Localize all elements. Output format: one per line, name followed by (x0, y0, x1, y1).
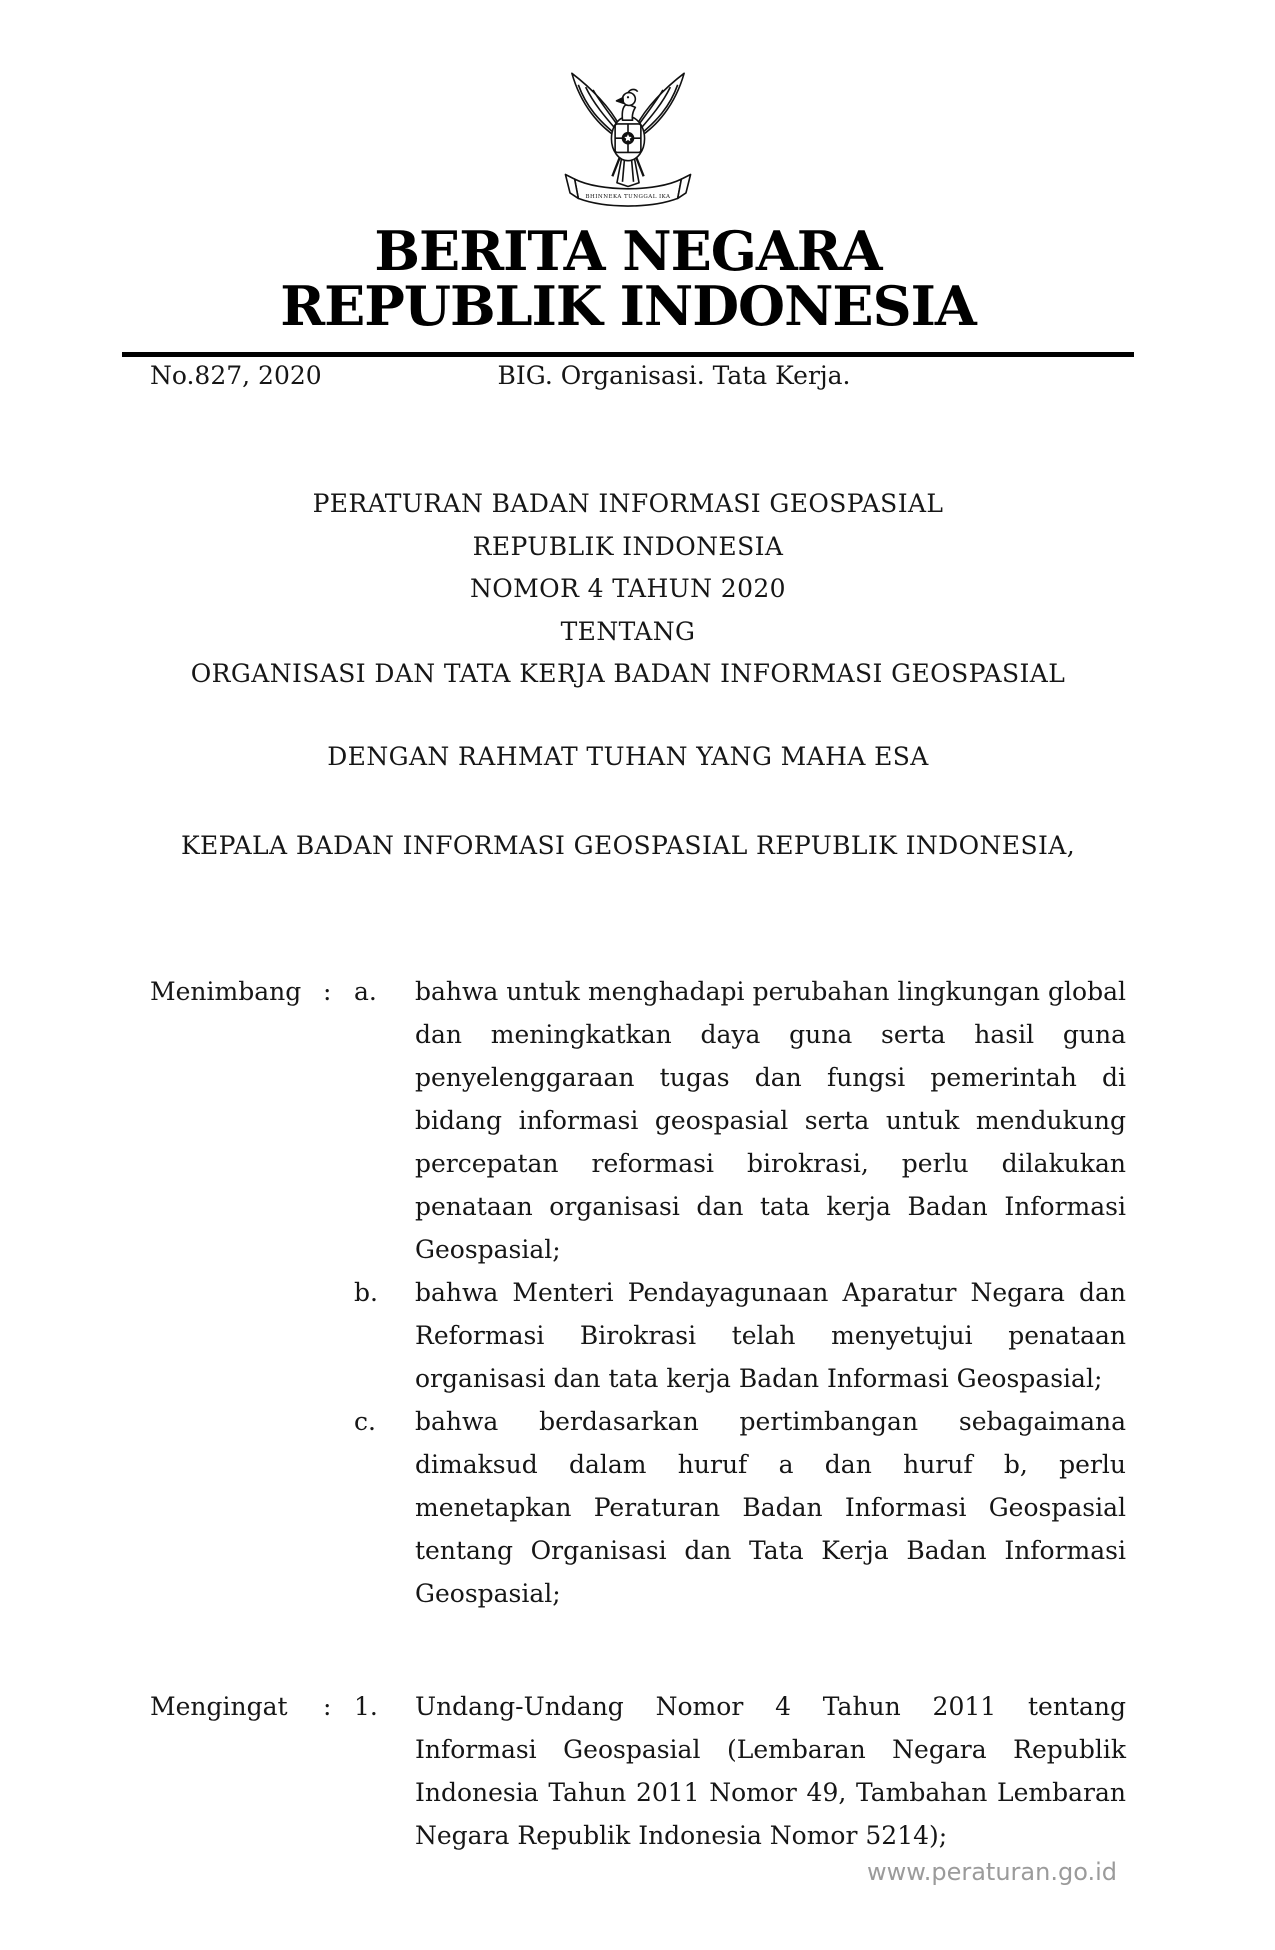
regulation-title-line2: REPUBLIK INDONESIA (472, 531, 784, 561)
item-text-b: bahwa Menteri Pendayagunaan Aparatur Negara dan Reformasi Birokrasi telah menyetujui penataan organisasi dan tata kerja Badan Informasi Geospasial; (415, 1278, 1126, 1393)
emblem-motto-text: BHINNEKA TUNGGAL IKA (585, 193, 671, 200)
menimbang-section (150, 970, 1126, 1615)
item-marker-1: 1. (354, 1692, 378, 1721)
gazette-title-line2: REPUBLIK INDONESIA (280, 274, 976, 338)
emblem-container (122, 64, 1134, 220)
section-label-menimbang: Menimbang (150, 977, 302, 1006)
garuda-pancasila-emblem-icon (559, 64, 697, 216)
gazette-title-line1: BERITA NEGARA (374, 219, 882, 283)
regulation-title-block (122, 483, 1134, 696)
masthead-rule (122, 352, 1134, 357)
section-label-mengingat: Mengingat (150, 1692, 288, 1721)
regulation-body (150, 970, 1126, 1857)
spacer (150, 1400, 323, 1615)
section-colon: : (323, 977, 332, 1006)
gazette-number: No.827, 2020 (150, 361, 322, 390)
mengingat-section (150, 1685, 1126, 1857)
gazette-subrow (122, 360, 1134, 394)
regulation-title-line3: NOMOR 4 TAHUN 2020 (470, 574, 786, 603)
regulation-title-line1: PERATURAN BADAN INFORMASI GEOSPASIAL (312, 489, 944, 518)
invocation-line: DENGAN RAHMAT TUHAN YANG MAHA ESA (327, 742, 929, 771)
item-marker-c: c. (354, 1407, 376, 1436)
spacer (150, 1271, 323, 1400)
item-text-c: bahwa berdasarkan pertimbangan sebagaimana dimaksud dalam huruf a dan huruf b, perlu menetapkan Peraturan Badan Informasi Geospasial tentang Organisasi dan Tata Kerja Badan Informasi Geospasial; (415, 1407, 1126, 1608)
spacer (323, 1271, 354, 1400)
item-marker-a: a. (354, 977, 377, 1006)
regulation-title-line5: ORGANISASI DAN TATA KERJA BADAN INFORMASI GEOSPASIAL (190, 659, 1066, 688)
item-text-1: Undang-Undang Nomor 4 Tahun 2011 tentang Informasi Geospasial (Lembaran Negara Republik Indonesia Tahun 2011 Nomor 49, Tambahan Lembaran Negara Republik Indonesia Nomor 5214); (415, 1692, 1126, 1850)
item-text-a: bahwa untuk menghadapi perubahan lingkungan global dan meningkatkan daya guna serta hasil guna penyelenggaraan tugas dan fungsi pemerintah di bidang informasi geospasial serta untuk mendukung percepatan reformasi birokrasi, perlu dilakukan penataan organisasi dan tata kerja Badan Informasi Geospasial; (415, 977, 1126, 1264)
section-colon: : (323, 1692, 332, 1721)
gazette-subject: BIG. Organisasi. Tata Kerja. (497, 361, 851, 390)
official-opening-line: KEPALA BADAN INFORMASI GEOSPASIAL REPUBLIK INDONESIA, (180, 831, 1076, 860)
gazette-masthead (122, 219, 1134, 338)
footer-url: www.peraturan.go.id (867, 1858, 1117, 1886)
footer (122, 1858, 1134, 1886)
item-marker-b: b. (354, 1278, 378, 1307)
spacer (323, 1400, 354, 1615)
regulation-title-line4: TENTANG (560, 616, 696, 646)
